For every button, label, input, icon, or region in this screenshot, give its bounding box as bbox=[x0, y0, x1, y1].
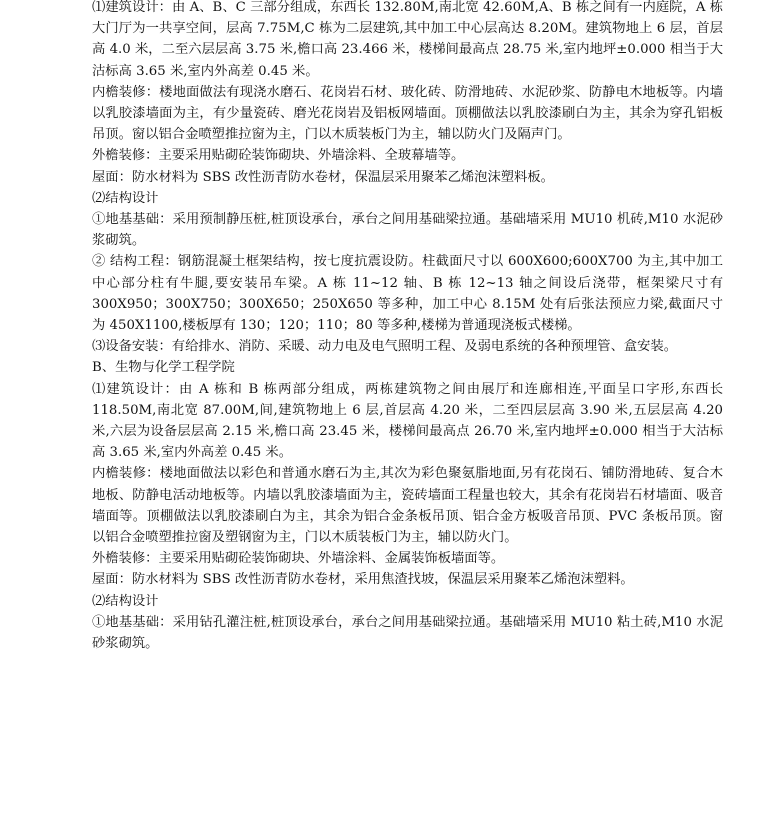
b-roof: 屋面：防水材料为 SBS 改性沥青防水卷材，采用焦渣找坡，保温层采用聚苯乙烯泡沫塑料。 bbox=[92, 572, 634, 588]
a-structural-engineering: ② 结构工程：钢筋混凝土框架结构，按七度抗震设防。柱截面尺寸以 600X600;600X700 为主,其中加工中心部分柱有牛腿,要安装吊车梁。A 栋 11~12 轴、B 栋 12~13 轴之间设后浇带，框架梁尺寸有 300X950；300X750；300X650；250X650 等多种，加工中心 8.15M 处有后张法预应力梁,截面尺寸为 450X1100,楼板厚有 130；120；110；80 等多种,楼梯为普通现浇板式楼梯。 bbox=[92, 254, 723, 334]
a-structure-heading: ⑵结构设计 bbox=[92, 190, 159, 206]
b-foundation: ①地基基础：采用钻孔灌注桩,桩顶设承台，承台之间用基础梁拉通。基础墙采用 MU10 粘土砖,M10 水泥砂浆砌筑。 bbox=[92, 614, 723, 652]
section-b-title: B、生物与化学工程学院 bbox=[92, 360, 235, 376]
a-arch-design: ⑴建筑设计：由 A、B、C 三部分组成，东西长 132.80M,南北宽 42.60M,A、B 栋之间有一内庭院，A 栋大门厅为一共享空间，层高 7.75M,C 栋为二层建筑,其中加工中心层高达 8.20M。建筑物地上 6 层，首层高 4.0 米，二至六层层高 3.75 米,檐口高 23.466 米，楼梯间最高点 28.75 米,室内地坪±0.000 相当于大沽标高 3.65 米,室内外高差 0.45 米。 bbox=[92, 0, 723, 79]
b-exterior-finish: 外檐装修：主要采用贴砌砼装饰砌块、外墙涂料、金属装饰板墙面等。 bbox=[92, 551, 505, 567]
b-structure-heading: ⑵结构设计 bbox=[92, 593, 159, 609]
a-equipment-installation: ⑶设备安装：有给排水、消防、采暖、动力电及电气照明工程、及弱电系统的各种预埋管、盒安装。 bbox=[92, 339, 678, 355]
b-interior-finish: 内檐装修：楼地面做法以彩色和普通水磨石为主,其次为彩色聚氨脂地面,另有花岗石、铺防滑地砖、复合木地板、防静电活动地板等。内墙以乳胶漆墙面为主，瓷砖墙面工程量也较大，其余有花岗岩石材墙面、吸音墙面等。顶棚做法以乳胶漆刷白为主，其余为铝合金条板吊顶、铝合金方板吸音吊顶、PVC 条板吊顶。窗以铝合金喷塑推拉窗及塑钢窗为主，门以木质装板门为主，辅以防火门。 bbox=[92, 466, 723, 546]
a-roof: 屋面：防水材料为 SBS 改性沥青防水卷材，保温层采用聚苯乙烯泡沫塑料板。 bbox=[92, 169, 554, 185]
a-exterior-finish: 外檐装修：主要采用贴砌砼装饰砌块、外墙涂料、全玻幕墙等。 bbox=[92, 148, 465, 164]
b-arch-design: ⑴建筑设计：由 A 栋和 B 栋两部分组成，两栋建筑物之间由展厅和连廊相连,平面呈口字形,东西长 118.50M,南北宽 87.00M,间,建筑物地上 6 层,首层高 4.20 米，二至四层层高 3.90 米,五层层高 4.20 米,六层为设备层层高 2.15 米,檐口高 23.45 米，楼梯间最高点 26.70 米,室内地坪±0.000 相当于大沽标高 3.65 米,室内外高差 0.45 米。 bbox=[92, 381, 723, 461]
a-foundation: ①地基基础：采用预制静压桩,桩顶设承台，承台之间用基础梁拉通。基础墙采用 MU10 机砖,M10 水泥砂浆砌筑。 bbox=[92, 212, 723, 249]
a-interior-finish: 内檐装修：楼地面做法有现浇水磨石、花岗岩石材、玻化砖、防滑地砖、水泥砂浆、防静电木地板等。内墙以乳胶漆墙面为主，有少量瓷砖、磨光花岗岩及铝板网墙面。顶棚做法以乳胶漆刷白为主，其余为穿孔铝板吊顶。窗以铝合金喷塑推拉窗为主，门以木质装板门为主，辅以防火门及隔声门。 bbox=[92, 84, 723, 143]
